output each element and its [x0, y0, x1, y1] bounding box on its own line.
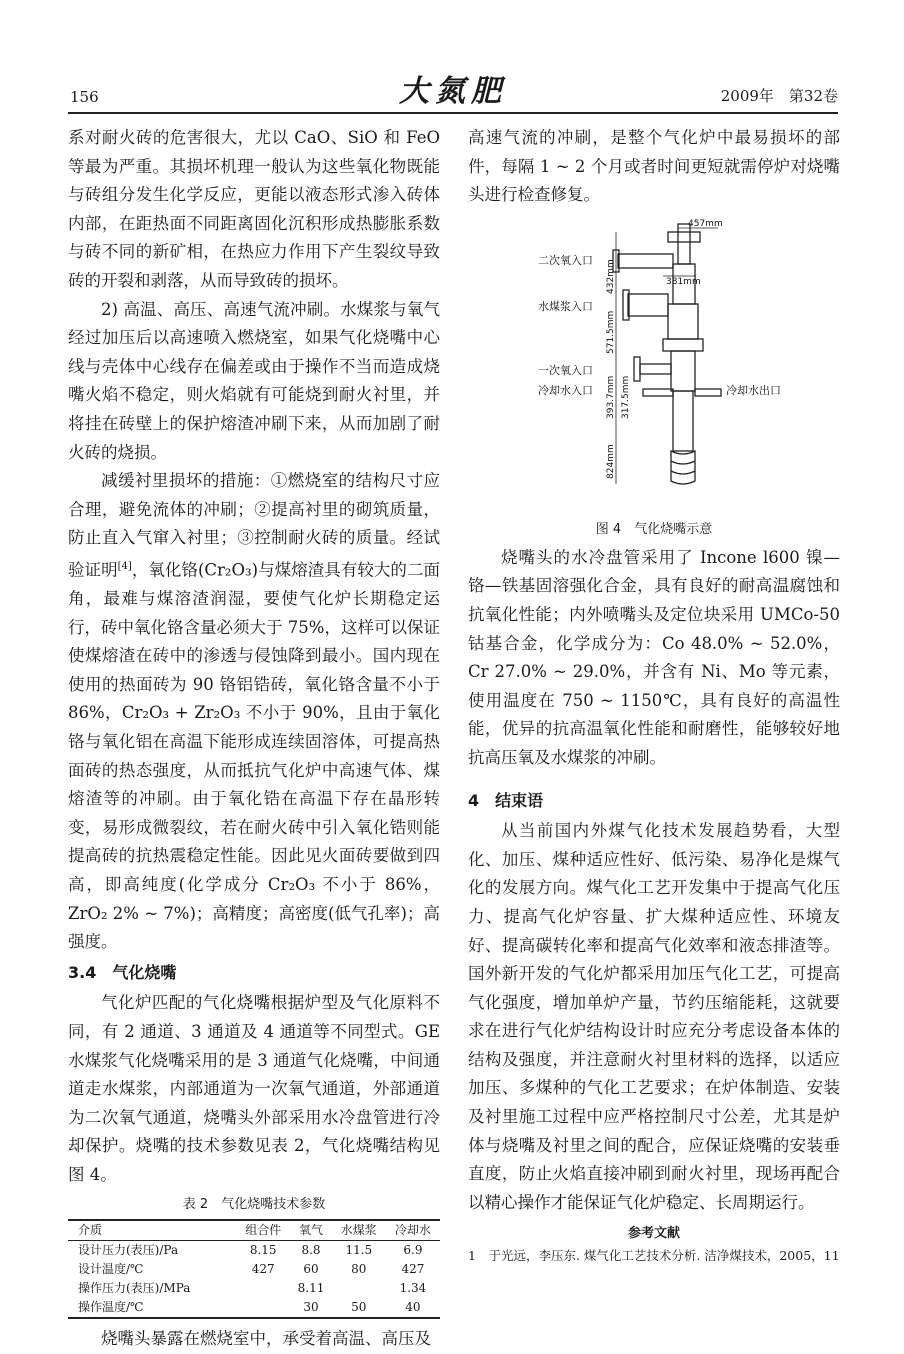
- table-cell: 设计压力(表压)/Pa: [78, 1243, 179, 1258]
- burner-diagram: [468, 214, 840, 514]
- reference-item: 1 于光远，李压东. 煤气化工艺技术分析. 洁净煤技术，2005，11: [468, 1248, 840, 1264]
- figure-caption: 图 4 气化烧嘴示意: [595, 521, 713, 537]
- dim-label: 432mm: [606, 259, 616, 294]
- table-header-row: [68, 1220, 440, 1241]
- left-column: [68, 124, 440, 1354]
- paragraph: 气化炉匹配的气化烧嘴根据炉型及气化原料不同，有 2 通道、3 通道及 4 通道等不同型式。GE 水煤浆气化烧嘴采用的是 3 通道气化烧嘴，中间通道走水煤浆，内部通道为一次氧气通道，外部通道为二次氧气通道，烧嘴头外部采用水冷盘管进行冷却保护。烧嘴的技术参数见表 2，气化烧嘴结构见图 4。: [68, 993, 440, 1184]
- references-heading: 参考文献: [627, 1226, 680, 1242]
- table-cell: 60: [303, 1262, 319, 1277]
- page-number: 156: [70, 88, 99, 106]
- year-volume: 2009年 第32卷: [720, 87, 838, 105]
- burner-figure: [468, 214, 840, 514]
- paragraph: 烧嘴头暴露在燃烧室中，承受着高温、高压及: [101, 1329, 431, 1349]
- dim-label: 824mm: [606, 444, 616, 479]
- top-flange: [678, 224, 690, 264]
- table-cell: 8.15: [249, 1243, 277, 1258]
- table-header: 氧气: [299, 1223, 324, 1238]
- primary-flange: [634, 357, 640, 381]
- cooling-in-pipe: [643, 389, 673, 396]
- table-cell: 40: [405, 1300, 421, 1315]
- section-heading: 3.4 气化烧嘴: [68, 962, 177, 982]
- table-row: [68, 1298, 440, 1318]
- dim-label: 317.5mm: [621, 375, 631, 419]
- parameter-table: [68, 1219, 440, 1319]
- slurry-nozzle: [628, 294, 668, 316]
- dim-label: 457mm: [688, 218, 723, 229]
- label-cooling-in: 冷却水入口: [538, 383, 593, 397]
- paragraph: 2) 高温、高压、高速气流冲刷。水煤浆与氧气经过加压后以高速喷入燃烧室，如果气化烧嘴中心线与壳体中心线存在偏差或由于操作不当而造成烧嘴火焰不稳定，则火焰就有可能烧到耐火衬里，并将挂在砖壁上的保护熔渣冲刷下来，从而加剧了耐火砖的烧损。: [68, 299, 440, 462]
- secondary-oxygen-nozzle: [618, 254, 673, 268]
- table-cell: [332, 1279, 386, 1298]
- paragraph: 高速气流的冲刷，是整个气化炉中最易损坏的部件，每隔 1 ~ 2 个月或者时间更短就需停炉对烧嘴头进行检查修复。: [468, 128, 840, 205]
- table-row: [68, 1241, 440, 1261]
- table-cell: 操作温度/℃: [78, 1300, 144, 1315]
- table-cell: 设计温度/℃: [78, 1262, 144, 1277]
- journal-title: 大氮肥: [399, 74, 507, 109]
- burner-barrel: [673, 391, 693, 451]
- table-cell: 操作压力(表压)/MPa: [78, 1281, 191, 1296]
- dim-label: 393.7mm: [606, 375, 616, 419]
- dim-label: 381mm: [666, 276, 701, 287]
- table-cell: 427: [401, 1262, 425, 1277]
- table-cell: 6.9: [403, 1243, 423, 1258]
- table-cell: 427: [251, 1262, 275, 1277]
- paragraph-text: ，氧化铬(Cr₂O₃)与煤熔渣具有较大的二面角，最难与煤溶渣润湿，要使气化炉长期稳定运行，砖中氧化铬含量必须大于 75%，这样可以保证使煤熔渣在砖中的渗透与侵蚀降到最小。国内现在使用的热面砖为 90 铬铝锆砖，氧化铬含量不小于 86%，Cr₂O₃ + Zr₂O₃ 不小于 90%，且由于氧化铬与氧化铝在高温下能形成连续固溶体，可提高热面砖的热态强度，从而抵抗气化炉中高速气体、煤熔渣等的冲刷。由于氧化锆在高温下存在晶形转变，易形成微裂纹，若在耐火砖中引入氧化锆则能提高砖的抗热震稳定性能。因此见火面砖要做到四高，即高纯度(化学成分 Cr₂O₃ 不小于 86%，ZrO₂ 2% ~ 7%)；高精度；高密度(低气孔率)；高强度。: [68, 560, 440, 952]
- label-cooling-out: 冷却水出口: [726, 383, 781, 397]
- label-secondary-oxygen: 二次氧入口: [538, 253, 593, 267]
- table-cell: 80: [351, 1262, 367, 1277]
- table-cell: 8.11: [297, 1281, 325, 1296]
- table-header: 组合件: [245, 1223, 282, 1238]
- page-header: [68, 72, 838, 114]
- table-header: 水煤浆: [340, 1223, 377, 1238]
- paragraph: 从当前国内外煤气化技术发展趋势看，大型化、加压、煤种适应性好、低污染、易净化是煤气化的发展方向。煤气化工艺开发集中于提高气化压力、提高气化炉容量、扩大煤种适应性、环境友好、提高碳转化率和提高气化效率和液态排渣等。国外新开发的气化炉都采用加压气化工艺，可提高气化强度，增加单炉产量，节约压缩能耗，这就要求在进行气化炉结构设计时应充分考虑设备本体的结构及强度，并注意耐火衬里材料的选择，以适应加压、多煤种的气化工艺要求；在炉体制造、安装及衬里施工过程中应严格控制尺寸公差，尤其是炉体与烧嘴及衬里之间的配合，应保证烧嘴的安装垂直度，防止火焰直接冲刷到耐火衬里，现场再配合以精心操作才能保证气化炉稳定、长周期运行。: [468, 821, 840, 1212]
- table-cell: 30: [303, 1300, 319, 1315]
- paragraph: 系对耐火砖的危害很大，尤以 CaO、SiO 和 FeO 等最为严重。其损坏机理一般认为这些氧化物既能与砖组分发生化学反应，更能以液态形式渗入砖体内部，在距热面不同距离固化沉积形成热膨胀系数与砖不同的新矿相，在热应力作用下产生裂纹导致砖的开裂和剥落，从而导致砖的损坏。: [68, 128, 440, 290]
- primary-oxygen-nozzle: [640, 364, 671, 374]
- table-caption: 表 2 气化烧嘴技术参数: [182, 1197, 326, 1213]
- table-cell: 1.34: [399, 1281, 427, 1296]
- cooling-coil: [671, 451, 695, 484]
- citation-ref: [4]: [117, 560, 132, 572]
- paragraph: 烧嘴头的水冷盘管采用了 Incone l600 镍—铬—铁基固溶强化合金，具有良好的耐高温腐蚀和抗氧化性能；内外喷嘴头及定位块采用 UMCo-50 钴基合金，化学成分为：Co 48.0% ~ 52.0%，Cr 27.0% ~ 29.0%，并含有 Ni、Mo 等元素，使用温度在 750 ~ 1150℃，具有良好的高温性能，优异的抗高温氧化性能和耐磨性，能够较好地抗高压氧及水煤浆的冲刷。: [468, 547, 840, 767]
- table-row: [68, 1279, 440, 1298]
- dim-label: 571.5mm: [606, 310, 616, 354]
- table-cell: 50: [351, 1300, 367, 1315]
- middle-body: [668, 304, 698, 339]
- top-cap: [668, 232, 700, 242]
- cooling-out-pipe: [695, 389, 721, 396]
- label-slurry: 水煤浆入口: [538, 299, 593, 313]
- table-cell: [236, 1298, 290, 1318]
- paragraph-text: 减缓衬里损坏的措施：①燃烧室的结构尺寸应合理，避免流体的冲刷；②提高衬里的砌筑质量，防止直入气窜入衬里；③控制耐火砖的质量。经试验证明: [68, 471, 440, 580]
- section-heading: 4 结束语: [468, 790, 544, 810]
- label-primary-oxygen: 一次氧入口: [538, 363, 593, 377]
- table-cell: 11.5: [345, 1243, 373, 1258]
- table-cell: 8.8: [301, 1243, 321, 1258]
- table-header: 介质: [78, 1223, 103, 1238]
- table-cell: [236, 1279, 290, 1298]
- mount-flange: [663, 339, 703, 351]
- right-column: [468, 124, 840, 1267]
- table-header: 冷却水: [394, 1223, 431, 1238]
- table-row: [68, 1260, 440, 1279]
- paragraph: [68, 467, 440, 957]
- body-section: [671, 351, 695, 391]
